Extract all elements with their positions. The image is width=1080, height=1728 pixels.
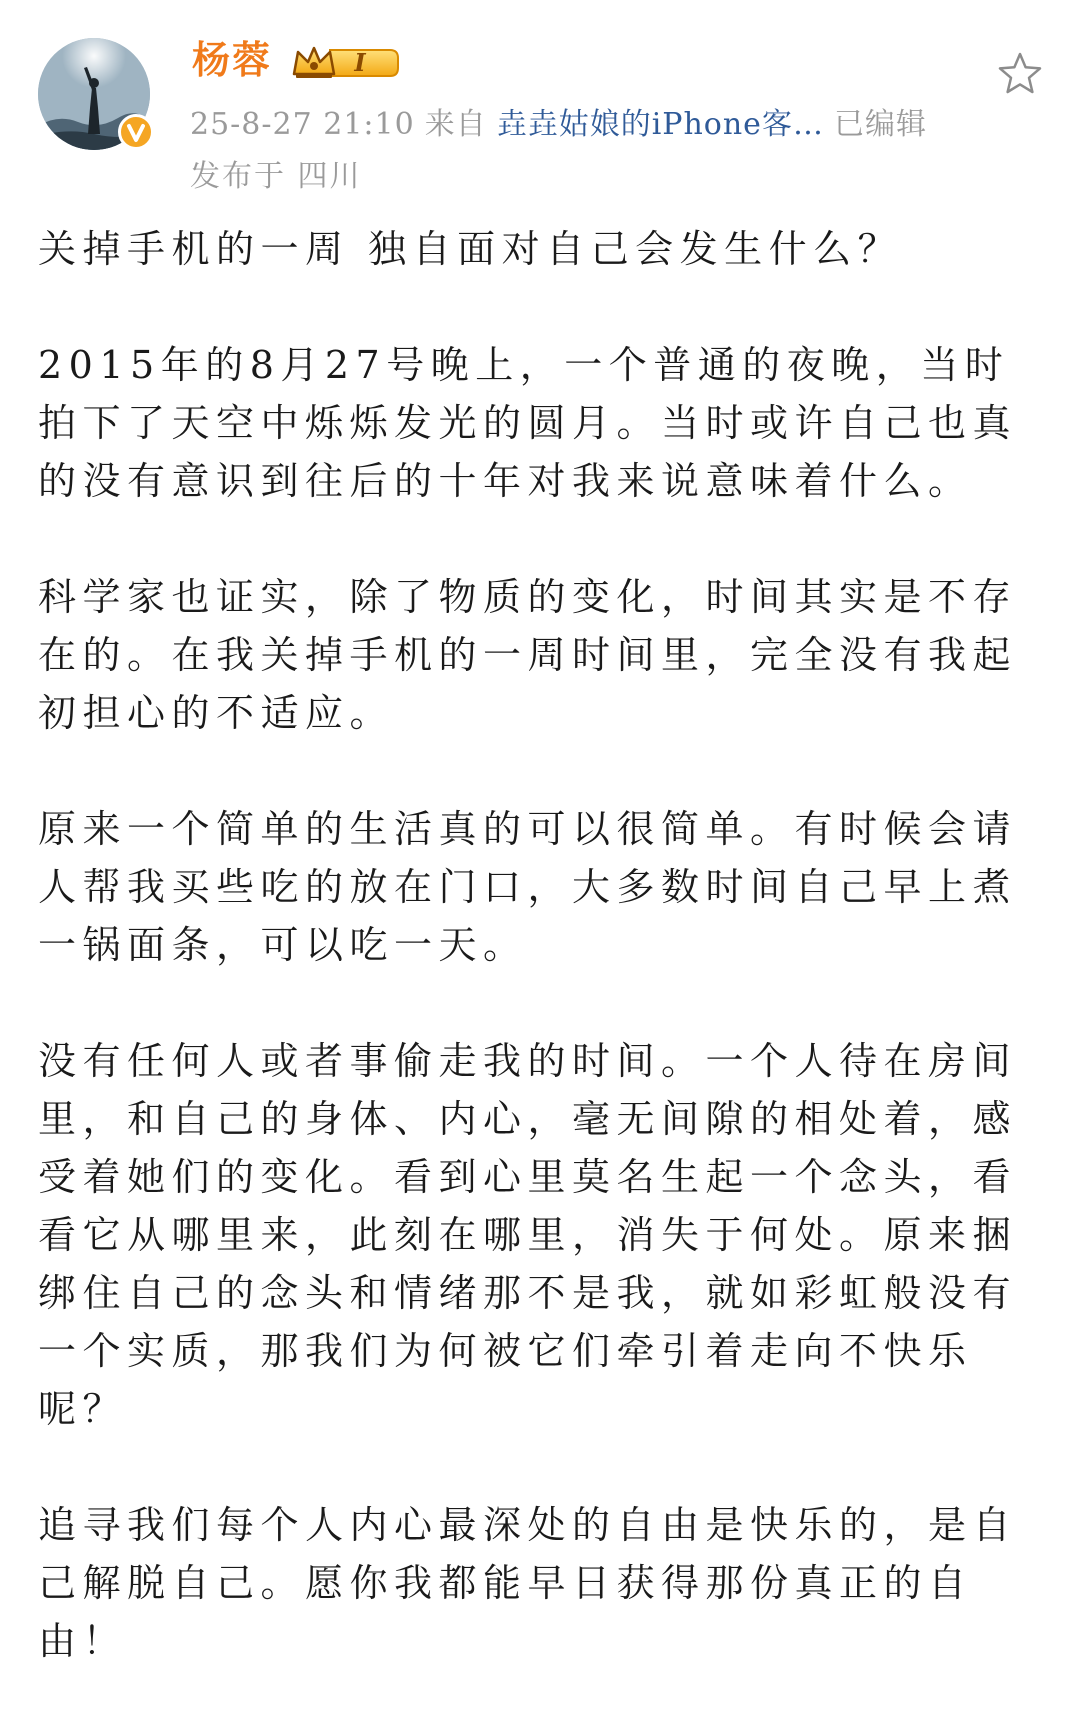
star-icon[interactable] (996, 50, 1044, 98)
post-location: 发布于 四川 (190, 159, 362, 194)
edited-label[interactable]: 已编辑 (833, 107, 927, 142)
post-paragraph: 2015年的8月27号晚上，一个普通的夜晚，当时拍下了天空中烁烁发光的圆月。当时或许自己也真的没有意识到往后的十年对我来说意味着什么。 (38, 343, 1018, 503)
post-paragraph: 原来一个简单的生活真的可以很简单。有时候会请人帮我买些吃的放在门口，大多数时间自己早上煮一锅面条，可以吃一天。 (38, 807, 1018, 967)
verified-badge-icon (118, 114, 154, 150)
post-paragraph: 没有任何人或者事偷走我的时间。一个人待在房间里，和自己的身体、内心，毫无间隙的相处着，感受着她们的变化。看到心里莫名生起一个念头，看看它从哪里来，此刻在哪里，消失于何处。原来捆绑住自己的念头和情绪那不是我，就如彩虹般没有一个实质，那我们为何被它们牵引着走向不快乐呢？ (38, 1039, 1018, 1431)
vip-level-label: I (354, 48, 366, 77)
post-meta (190, 100, 937, 150)
post-header (0, 0, 1080, 210)
post-paragraph: 追寻我们每个人内心最深处的自由是快乐的，是自己解脱自己。愿你我都能早日获得那份真正的自由！ (38, 1503, 1018, 1663)
post-body (38, 220, 1048, 1728)
source-prefix: 来自 (424, 107, 487, 142)
post-timestamp: 25-8-27 21:10 (190, 107, 415, 142)
author-name[interactable]: 杨蓉 (192, 37, 273, 82)
post-paragraph: 科学家也证实，除了物质的变化，时间其实是不存在的。在我关掉手机的一周时间里，完全没有我起初担心的不适应。 (38, 575, 1018, 735)
post-title: 关掉手机的一周 独自面对自己会发生什么？ (38, 227, 903, 271)
source-link[interactable]: 垚垚姑娘的iPhone客… (496, 107, 824, 142)
